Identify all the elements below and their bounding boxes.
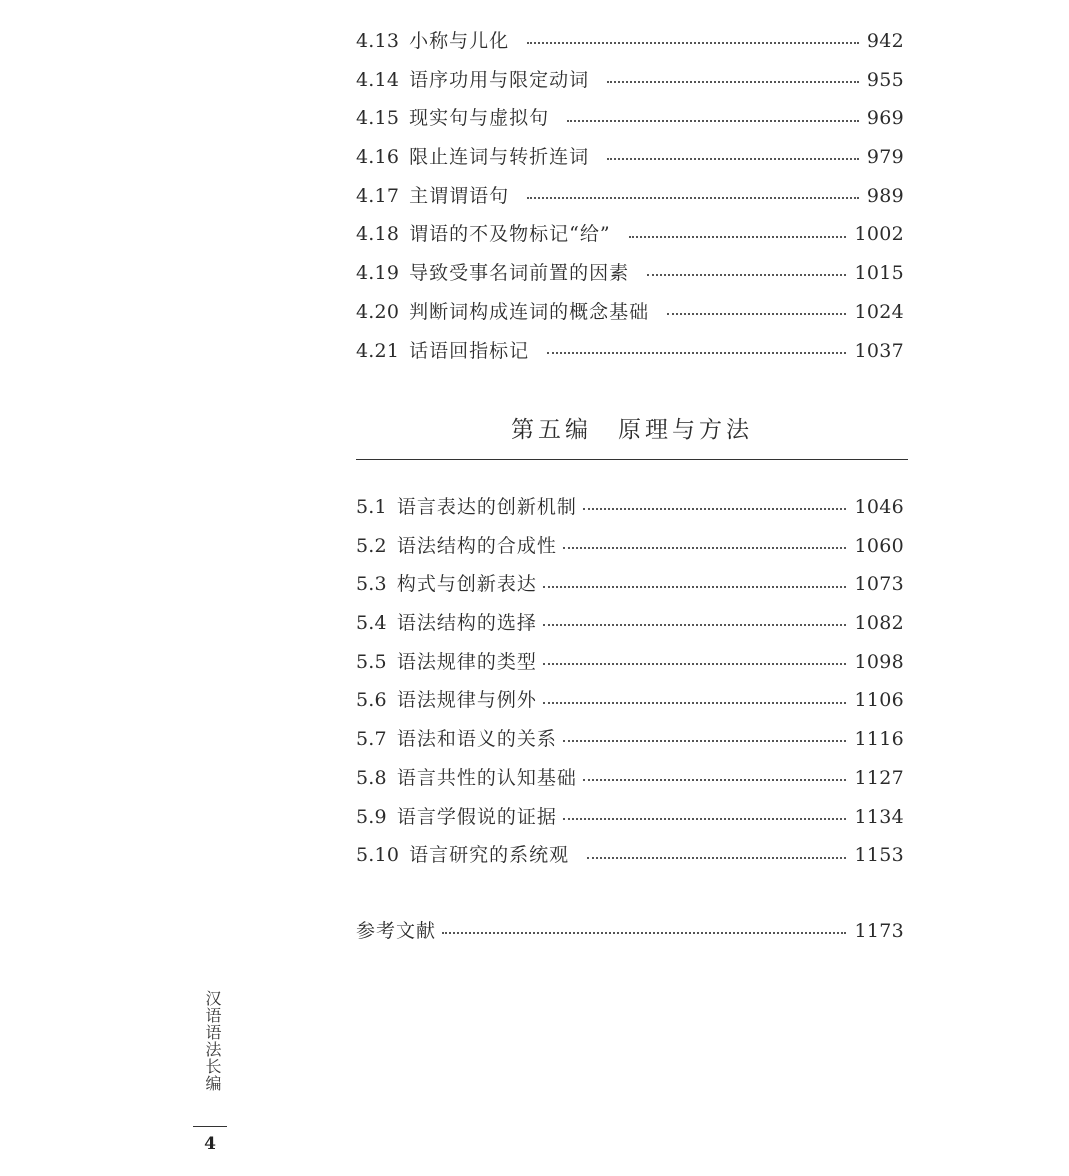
toc-entry-page: 1046 [854, 496, 904, 518]
toc-entry-title: 现实句与虚拟句 [409, 107, 550, 130]
toc-entry-number: 5.6 [356, 689, 387, 712]
toc-leader-dots [583, 779, 847, 781]
toc-entry-title: 构式与创新表达 [396, 573, 537, 596]
toc-leader-dots [563, 547, 847, 549]
toc-entry[interactable] [356, 759, 904, 798]
toc-entry-title: 参考文献 [356, 920, 437, 942]
toc-entry[interactable] [356, 254, 904, 293]
toc-entry-title: 谓语的不及物标记“给” [409, 223, 611, 246]
toc-entry-page: 969 [866, 107, 904, 130]
running-book-title: 汉语语法长编 [203, 990, 222, 1092]
toc-entry-page: 1037 [854, 339, 904, 362]
toc-entry-number: 4.15 [356, 107, 400, 130]
toc-entry-page: 1116 [854, 728, 904, 751]
toc-entry[interactable] [356, 332, 904, 371]
toc-entry-number: 5.3 [356, 573, 387, 596]
toc-part5-list [356, 488, 904, 875]
toc-entry-title: 语法结构的合成性 [396, 534, 557, 557]
toc-entry-page: 1073 [854, 573, 904, 596]
toc-entry-page: 1106 [854, 689, 904, 712]
toc-entry-page: 1015 [854, 262, 904, 285]
toc-entry-number: 5.10 [356, 844, 400, 867]
toc-entry-page: 955 [866, 68, 904, 91]
toc-leader-dots [543, 624, 847, 626]
toc-entry-page: 979 [866, 146, 904, 169]
toc-entry[interactable] [356, 681, 904, 720]
toc-leader-dots [543, 586, 847, 588]
toc-entry-number: 4.18 [356, 223, 400, 246]
page-number-rule [193, 1126, 227, 1127]
toc-entry-page: 942 [866, 30, 904, 52]
toc-entry-number: 5.4 [356, 612, 387, 635]
toc-entry-number: 5.9 [356, 805, 387, 828]
toc-entry[interactable] [356, 836, 904, 875]
toc-entry-title: 主谓谓语句 [409, 184, 510, 207]
toc-leader-dots [587, 857, 846, 859]
toc-leader-dots [543, 702, 847, 704]
toc-leader-dots [563, 740, 847, 742]
toc-leader-dots [527, 197, 859, 199]
page-number: 4 [204, 1134, 216, 1154]
toc-entry-page: 1127 [854, 766, 904, 789]
toc-entry[interactable] [356, 488, 904, 527]
toc-entry-number: 4.21 [356, 339, 400, 362]
part-heading [356, 412, 908, 448]
toc-leader-dots [629, 236, 847, 238]
toc-entry[interactable] [356, 720, 904, 759]
toc-entry-page: 1173 [854, 920, 904, 942]
toc-entry-page: 989 [866, 184, 904, 207]
toc-entry-number: 4.16 [356, 146, 400, 169]
toc-entry[interactable] [356, 643, 904, 682]
toc-entry[interactable] [356, 527, 904, 566]
toc-entry-title: 语言学假说的证据 [396, 805, 557, 828]
toc-entry-number: 4.14 [356, 68, 400, 91]
toc-entry-page: 1060 [854, 534, 904, 557]
toc-entry-title: 语言表达的创新机制 [396, 496, 577, 518]
toc-entry[interactable] [356, 293, 904, 332]
toc-part4-list [356, 22, 904, 370]
toc-entry-number: 4.19 [356, 262, 400, 285]
toc-entry[interactable] [356, 565, 904, 604]
toc-leader-dots [563, 818, 847, 820]
part-heading-title: 原理与方法 [618, 417, 753, 443]
toc-entry[interactable] [356, 604, 904, 643]
toc-entry-number: 5.7 [356, 728, 387, 751]
toc-entry-title: 话语回指标记 [409, 339, 530, 362]
toc-entry-number: 5.8 [356, 766, 387, 789]
toc-leader-dots [607, 81, 859, 83]
toc-entry-title: 语言研究的系统观 [409, 844, 570, 867]
toc-entry-title: 语法规律的类型 [396, 650, 537, 673]
toc-entry-number: 5.2 [356, 534, 387, 557]
toc-entry[interactable] [356, 99, 904, 138]
toc-entry-title: 语法规律与例外 [396, 689, 537, 712]
toc-entry-title: 语言共性的认知基础 [396, 766, 577, 789]
toc-entry-page: 1134 [854, 805, 904, 828]
toc-entry-page: 1098 [854, 650, 904, 673]
toc-entry-number: 4.13 [356, 30, 400, 52]
toc-entry-number: 4.20 [356, 300, 400, 323]
toc-entry-references[interactable] [356, 912, 904, 951]
toc-entry[interactable] [356, 138, 904, 177]
toc-leader-dots [647, 274, 846, 276]
toc-entry[interactable] [356, 215, 904, 254]
toc-entry-page: 1082 [854, 612, 904, 635]
toc-leader-dots [527, 42, 859, 44]
toc-leader-dots [667, 313, 846, 315]
toc-entry[interactable] [356, 177, 904, 216]
toc-leader-dots [543, 663, 847, 665]
toc-entry-number: 5.5 [356, 650, 387, 673]
toc-entry-title: 判断词构成连词的概念基础 [409, 300, 650, 323]
toc-entry-number: 4.17 [356, 184, 400, 207]
toc-entry-title: 语法和语义的关系 [396, 728, 557, 751]
heading-divider [356, 459, 908, 460]
toc-entry-title: 限止连词与转折连词 [409, 146, 590, 169]
toc-entry[interactable] [356, 798, 904, 837]
toc-entry-title: 语法结构的选择 [396, 612, 537, 635]
toc-entry-title: 小称与儿化 [409, 30, 510, 52]
toc-entry-title: 语序功用与限定动词 [409, 68, 590, 91]
toc-entry-page: 1024 [854, 300, 904, 323]
toc-leader-dots [567, 120, 859, 122]
toc-entry-page: 1153 [854, 844, 904, 867]
toc-references [356, 912, 904, 951]
toc-entry-page: 1002 [854, 223, 904, 246]
toc-leader-dots [547, 352, 846, 354]
part-heading-number: 第五编 [511, 417, 592, 443]
toc-leader-dots [442, 932, 846, 934]
toc-entry-number: 5.1 [356, 496, 387, 518]
toc-entry[interactable] [356, 22, 904, 61]
toc-leader-dots [583, 508, 847, 510]
toc-entry-title: 导致受事名词前置的因素 [409, 262, 630, 285]
toc-leader-dots [607, 158, 859, 160]
toc-entry[interactable] [356, 61, 904, 100]
